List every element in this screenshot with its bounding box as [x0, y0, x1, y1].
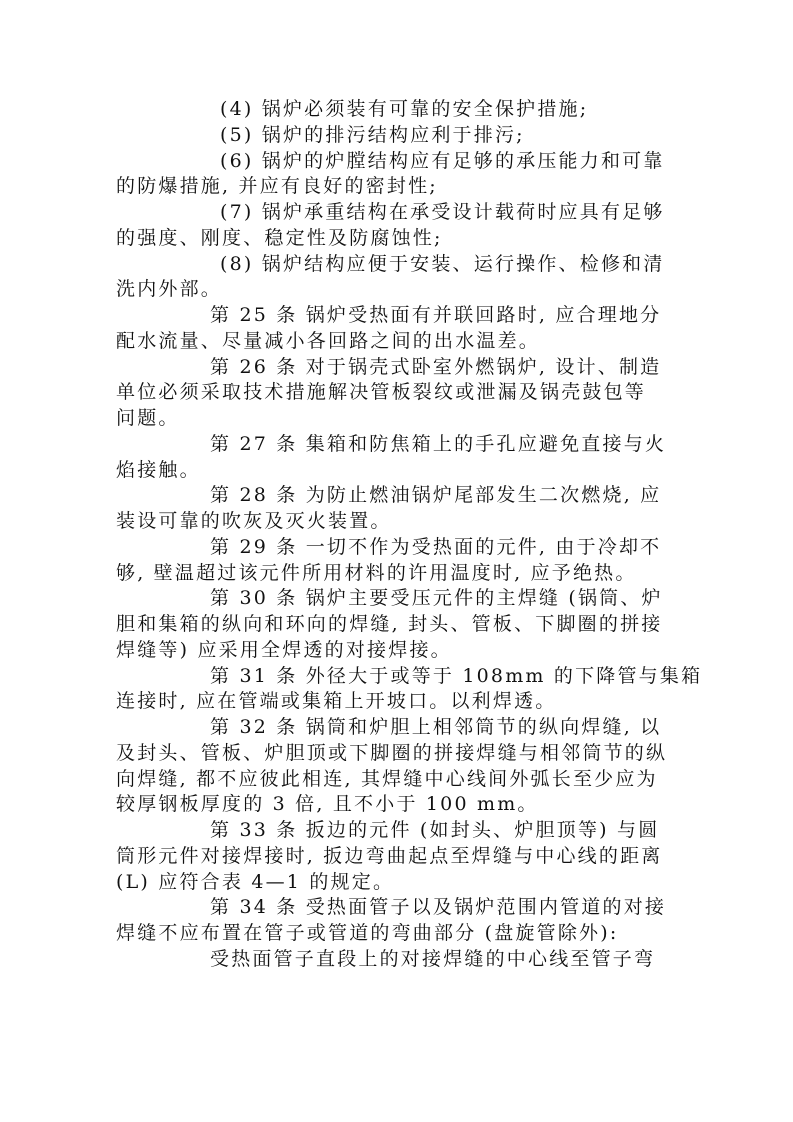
article-26-cont: 单位必须采取技术措施解决管板裂纹或泄漏及锅壳鼓包等 — [116, 381, 647, 404]
list-item-7-cont: 的强度、刚度、稳定性及防腐蚀性; — [116, 226, 443, 249]
article-30: 第 30 条 锅炉主要受压元件的主焊缝 (锅筒、炉 — [210, 587, 663, 610]
article-29: 第 29 条 一切不作为受热面的元件, 由于冷却不 — [210, 535, 662, 558]
article-25-cont: 配水流量、尽量减小各回路之间的出水温差。 — [116, 329, 541, 352]
article-28-cont: 装设可靠的吹灰及灭火装置。 — [116, 510, 392, 532]
list-item-4: (4) 锅炉必须装有可靠的安全保护措施; — [220, 98, 589, 120]
article-32: 第 32 条 锅筒和炉胆上相邻筒节的纵向焊缝, 以 — [210, 716, 662, 738]
article-30-cont: 胆和集箱的纵向和环向的焊缝, 封头、管板、下脚圈的拼接 — [116, 613, 663, 635]
article-32-cont: 及封头、管板、炉胆顶或下脚圈的拼接焊缝与相邻筒节的纵 — [116, 741, 668, 764]
article-33-cont: (L) 应符合表 4—1 的规定。 — [116, 870, 395, 893]
article-33: 第 33 条 扳边的元件 (如封头、炉胆顶等) 与圆 — [210, 819, 660, 841]
article-34-cont: 焊缝不应布置在管子或管道的弯曲部分 (盘旋管除外): — [116, 922, 619, 944]
list-item-7: (7) 锅炉承重结构在承受设计载荷时应具有足够 — [220, 201, 665, 223]
article-31: 第 31 条 外径大于或等于 108mm 的下降管与集箱 — [210, 664, 703, 687]
list-item-6-cont: 的防爆措施, 并应有良好的密封性; — [116, 175, 438, 198]
article-28: 第 28 条 为防止燃油锅炉尾部发生二次燃烧, 应 — [210, 484, 662, 507]
list-item-8-cont: 洗内外部。 — [116, 278, 223, 301]
article-27: 第 27 条 集箱和防焦箱上的手孔应避免直接与火 — [210, 432, 667, 455]
article-31-cont: 连接时, 应在管端或集箱上开坡口。以利焊透。 — [116, 690, 557, 713]
article-34: 第 34 条 受热面管子以及锅炉范围内管道的对接 — [210, 896, 667, 919]
article-33-cont: 筒形元件对接焊接时, 扳边弯曲起点至焊缝与中心线的距离 — [116, 844, 663, 867]
document-body — [116, 97, 703, 973]
article-25: 第 25 条 锅炉受热面有并联回路时, 应合理地分 — [210, 304, 662, 326]
article-26-cont: 问题。 — [116, 407, 180, 429]
article-27-cont: 焰接触。 — [116, 458, 201, 481]
list-item-6: (6) 锅炉的炉膛结构应有足够的承压能力和可靠 — [220, 149, 665, 172]
article-26: 第 26 条 对于锅壳式卧室外燃锅炉, 设计、制造 — [210, 355, 662, 378]
article-30-cont: 焊缝等) 应采用全焊透的对接焊接。 — [116, 638, 452, 661]
list-item-5: (5) 锅炉的排污结构应利于排污; — [220, 123, 525, 146]
article-29-cont: 够, 壁温超过该元件所用材料的许用温度时, 应予绝热。 — [116, 561, 637, 584]
article-34-para: 受热面管子直段上的对接焊缝的中心线至管子弯 — [210, 947, 656, 970]
article-32-cont: 向焊缝, 都不应彼此相连, 其焊缝中心线间外弧长至少应为 — [116, 767, 658, 790]
article-32-cont: 较厚钢板厚度的 3 倍, 且不小于 100 mm。 — [116, 793, 539, 816]
list-item-8: (8) 锅炉结构应便于安装、运行操作、检修和清 — [220, 252, 665, 275]
